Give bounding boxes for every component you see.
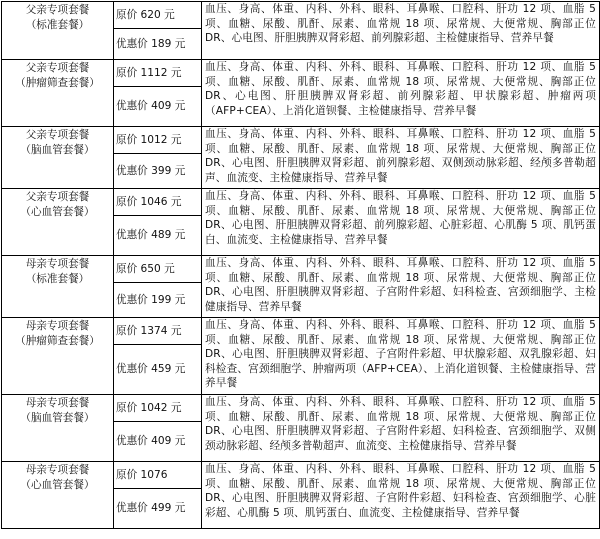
package-name-cell xyxy=(2,462,114,529)
table-row xyxy=(2,462,600,489)
package-items: 血压、身高、体重、内科、外科、眼科、耳鼻喉、口腔科、肝功 12 项、血脂 5 项、血糖、尿酸、肌酐、尿素、血常规 18 项、尿常规、大便常规、胸部正位 DR、心电图、肝胆胰脾双肾彩超、前列腺彩超、甲状腺彩超、肿瘤两项（AFP+CEA）、上消化道钡餐、主检健康指导、营养早餐 xyxy=(202,60,600,127)
package-items: 血压、身高、体重、内科、外科、眼科、耳鼻喉、口腔科、肝功 12 项、血脂 5 项、血糖、尿酸、肌酐、尿素、血常规 18 项、尿常规、大便常规、胸部正位 DR、心电图、肝胆胰脾双肾彩超、前列腺彩超、心脏彩超、心肌酶 5 项、肌钙蛋白、血流变、主检健康指导、营养早餐 xyxy=(202,189,600,256)
package-name: 母亲专项套餐 xyxy=(25,258,90,270)
discount-price: 优惠价 459 元 xyxy=(114,345,202,395)
table-row xyxy=(2,318,600,345)
package-subname: （脑血管套餐） xyxy=(20,143,95,156)
original-price: 原价 1112 元 xyxy=(114,60,202,87)
discount-price: 优惠价 199 元 xyxy=(114,283,202,318)
package-subname: （标准套餐） xyxy=(25,18,90,31)
package-name: 母亲专项套餐 xyxy=(25,464,90,476)
package-name: 母亲专项套餐 xyxy=(25,320,90,332)
package-table xyxy=(1,1,600,529)
package-name-cell xyxy=(2,318,114,395)
package-items: 血压、身高、体重、内科、外科、眼科、耳鼻喉、口腔科、肝功 12 项、血脂 5 项、血糖、尿酸、肌酐、尿素、血常规 18 项、尿常规、大便常规、胸部正位 DR、心电图、肝胆胰脾双肾彩超、子宫附件彩超、甲状腺彩超、双乳腺彩超、妇科检查、宫颈细胞学、肿瘤两项（AFP+CEA）、上消化道钡餐、主检健康指导、营养早餐 xyxy=(202,318,600,395)
package-name: 父亲专项套餐 xyxy=(25,191,90,203)
discount-price: 优惠价 399 元 xyxy=(114,154,202,189)
discount-price: 优惠价 189 元 xyxy=(114,29,202,60)
package-subname: （肿瘤筛查套餐） xyxy=(15,76,100,89)
package-name-cell xyxy=(2,60,114,127)
package-name: 父亲专项套餐 xyxy=(25,129,90,141)
package-items: 血压、身高、体重、内科、外科、眼科、耳鼻喉、口腔科、肝功 12 项、血脂 5 项、血糖、尿酸、肌酐、尿素、血常规 18 项、尿常规、大便常规、胸部正位 DR、心电图、肝胆胰脾双肾彩超、前列腺彩超、主检健康指导、营养早餐 xyxy=(202,2,600,60)
package-name: 父亲专项套餐 xyxy=(25,4,90,16)
package-items: 血压、身高、体重、内科、外科、眼科、耳鼻喉、口腔科、肝功 12 项、血脂 5 项、血糖、尿酸、肌酐、尿素、血常规 18 项、尿常规、大便常规、胸部正位 DR、心电图、肝胆胰脾双肾彩超、子宫附件彩超、妇科检查、宫颈细胞学、心脏彩超、心肌酶 5 项、肌钙蛋白、血流变、主检健康指导、营养早餐 xyxy=(202,462,600,529)
package-items: 血压、身高、体重、内科、外科、眼科、耳鼻喉、口腔科、肝功 12 项、血脂 5 项、血糖、尿酸、肌酐、尿素、血常规 18 项、尿常规、大便常规、胸部正位 DR、心电图、肝胆胰脾双肾彩超、子宫附件彩超、妇科检查、宫颈细胞学、主检健康指导、营养早餐 xyxy=(202,256,600,318)
package-name-cell xyxy=(2,189,114,256)
package-name-cell xyxy=(2,395,114,462)
package-subname: （心血管套餐） xyxy=(20,205,95,218)
original-price: 原价 1012 元 xyxy=(114,127,202,154)
package-items: 血压、身高、体重、内科、外科、眼科、耳鼻喉、口腔科、肝功 12 项、血脂 5 项、血糖、尿酸、肌酐、尿素、血常规 18 项、尿常规、大便常规、胸部正位 DR、心电图、肝胆胰脾双肾彩超、子宫附件彩超、妇科检查、宫颈细胞学、双侧颈动脉彩超、经颅多普勒超声、血流变、主检健康指导、营养早餐 xyxy=(202,395,600,462)
package-items: 血压、身高、体重、内科、外科、眼科、耳鼻喉、口腔科、肝功 12 项、血脂 5 项、血糖、尿酸、肌酐、尿素、血常规 18 项、尿常规、大便常规、胸部正位 DR、心电图、肝胆胰脾双肾彩超、前列腺彩超、双侧颈动脉彩超、经颅多普勒超声、血流变、主检健康指导、营养早餐 xyxy=(202,127,600,189)
original-price: 原价 620 元 xyxy=(114,2,202,29)
original-price: 原价 1046 元 xyxy=(114,189,202,216)
discount-price: 优惠价 409 元 xyxy=(114,87,202,127)
package-subname: （标准套餐） xyxy=(25,272,90,285)
package-name-cell xyxy=(2,127,114,189)
package-subname: （心血管套餐） xyxy=(20,478,95,491)
table-row xyxy=(2,2,600,29)
discount-price: 优惠价 489 元 xyxy=(114,216,202,256)
original-price: 原价 1076 xyxy=(114,462,202,489)
table-row xyxy=(2,127,600,154)
package-name: 父亲专项套餐 xyxy=(25,62,90,74)
original-price: 原价 1374 元 xyxy=(114,318,202,345)
table-row xyxy=(2,60,600,87)
original-price: 原价 1042 元 xyxy=(114,395,202,422)
table-row xyxy=(2,256,600,283)
package-subname: （脑血管套餐） xyxy=(20,411,95,424)
original-price: 原价 650 元 xyxy=(114,256,202,283)
table-row xyxy=(2,189,600,216)
table-row xyxy=(2,395,600,422)
discount-price: 优惠价 499 元 xyxy=(114,489,202,529)
package-subname: （肿瘤筛查套餐） xyxy=(15,334,100,347)
package-name: 母亲专项套餐 xyxy=(25,397,90,409)
package-name-cell xyxy=(2,256,114,318)
discount-price: 优惠价 409 元 xyxy=(114,422,202,462)
package-name-cell xyxy=(2,2,114,60)
